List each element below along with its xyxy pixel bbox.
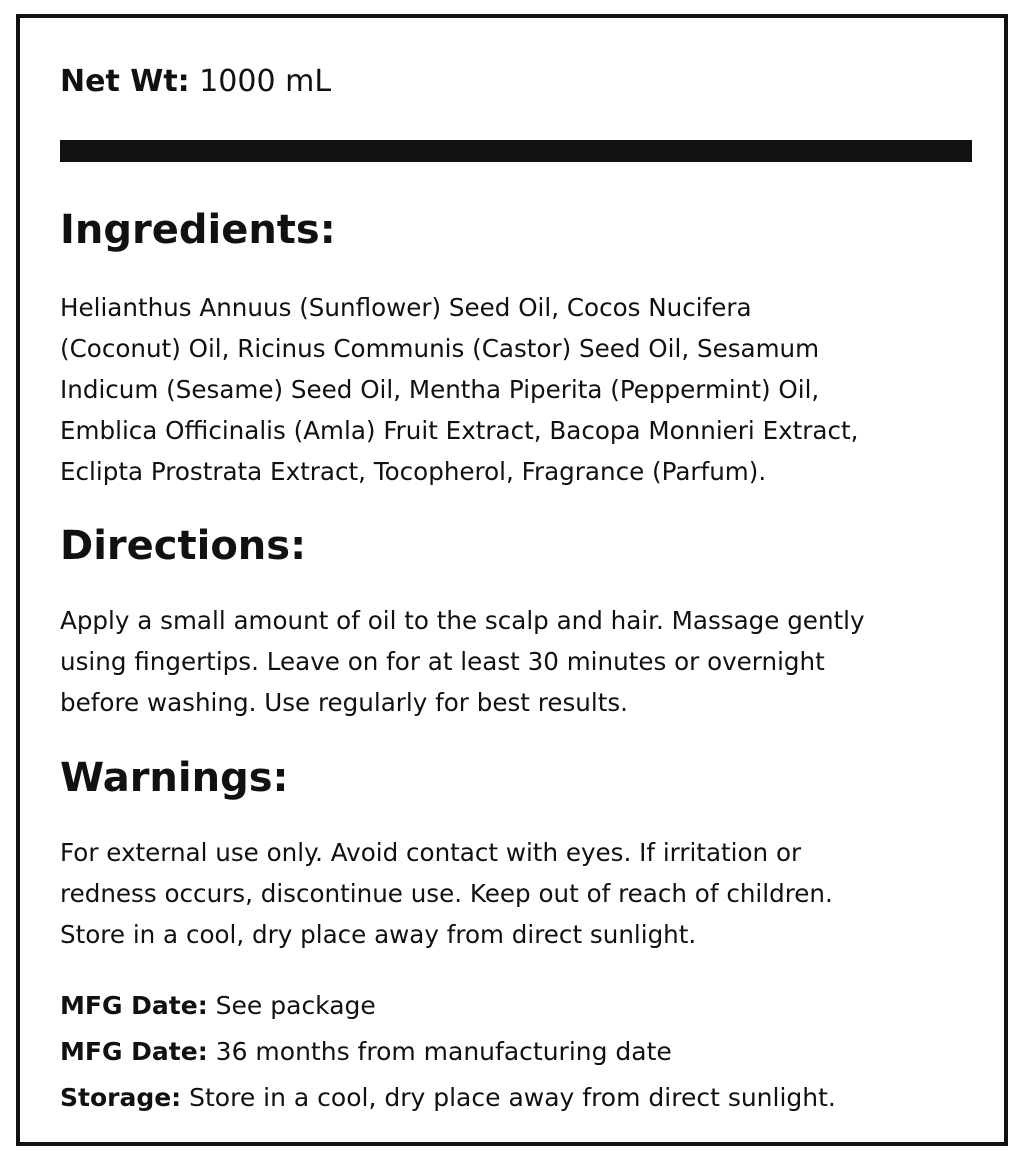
details-list bbox=[60, 983, 972, 1121]
warnings-line: Store in a cool, dry place away from direct sunlight. bbox=[60, 920, 697, 949]
warnings-line: For external use only. Avoid contact with eyes. If irritation or bbox=[60, 838, 802, 867]
directions-line: Apply a small amount of oil to the scalp and hair. Massage gently bbox=[60, 606, 865, 635]
ingredients-text bbox=[60, 287, 972, 492]
ingredients-line: Indicum (Sesame) Seed Oil, Mentha Piperita (Peppermint) Oil, bbox=[60, 375, 820, 404]
directions-line: before washing. Use regularly for best results. bbox=[60, 688, 628, 717]
ingredients-line: (Coconut) Oil, Ricinus Communis (Castor) Seed Oil, Sesamum bbox=[60, 334, 820, 363]
ingredients-line: Helianthus Annuus (Sunflower) Seed Oil, Cocos Nucifera bbox=[60, 293, 752, 322]
warnings-heading: Warnings: bbox=[60, 755, 289, 801]
directions-text bbox=[60, 600, 972, 723]
detail-row-mfg-date bbox=[60, 983, 972, 1029]
detail-label: MFG Date: bbox=[60, 991, 208, 1020]
warnings-text bbox=[60, 832, 972, 955]
detail-row-storage bbox=[60, 1075, 972, 1121]
net-weight bbox=[60, 60, 331, 104]
net-weight-label: Net Wt: bbox=[60, 64, 190, 99]
ingredients-line: Emblica Officinalis (Amla) Fruit Extract, Bacopa Monnieri Extract, bbox=[60, 416, 859, 445]
ingredients-heading: Ingredients: bbox=[60, 207, 336, 253]
directions-heading: Directions: bbox=[60, 523, 307, 569]
detail-value: Store in a cool, dry place away from direct sunlight. bbox=[189, 1083, 836, 1112]
net-weight-value: 1000 mL bbox=[199, 64, 332, 99]
detail-value: 36 months from manufacturing date bbox=[215, 1037, 672, 1066]
directions-line: using fingertips. Leave on for at least 30 minutes or overnight bbox=[60, 647, 825, 676]
divider-bar bbox=[60, 140, 972, 162]
ingredients-line: Eclipta Prostrata Extract, Tocopherol, Fragrance (Parfum). bbox=[60, 457, 767, 486]
detail-value: See package bbox=[215, 991, 376, 1020]
warnings-line: redness occurs, discontinue use. Keep out of reach of children. bbox=[60, 879, 833, 908]
detail-label: Storage: bbox=[60, 1083, 182, 1112]
detail-label: MFG Date: bbox=[60, 1037, 208, 1066]
detail-row-expiry bbox=[60, 1029, 972, 1075]
product-label bbox=[16, 14, 1008, 1146]
